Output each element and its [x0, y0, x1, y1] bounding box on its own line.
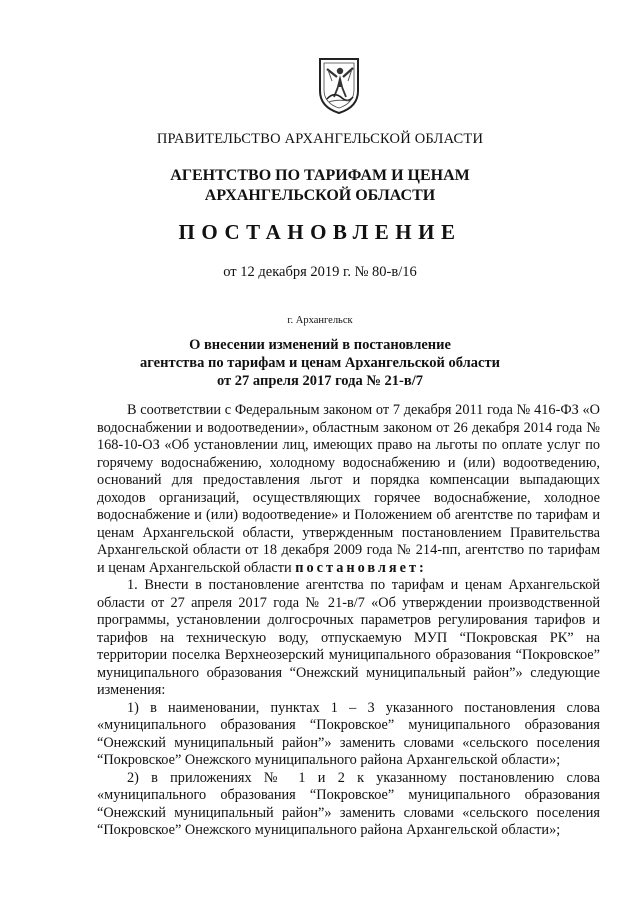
subject-line2: агентства по тарифам и ценам Архангельской области — [140, 355, 500, 371]
document-subject — [0, 336, 640, 390]
preamble-text: В соответствии с Федеральным законом от 7 декабря 2011 года № 416-ФЗ «О водоснабжении и водоотведении», областным законом от 26 декабря 2014 года № 168-10-ОЗ «Об установлении лиц, имеющих право на льготы по оплате услуг по горячему водоснабжению, холодному водоснабжению и (или) водоотведению, оснований для предоставления льгот и порядка компенсации выпадающих доходов организаций, осуществляющих горячее водоснабжение, холодное водоснабжение и (или) водоотведение» и Положением об агентстве по тарифам и ценам Архангельской области, утвержденным постановлением Правительства Архангельской области от 18 декабря 2009 года № 214-пп, агентство по тарифам и ценам Архангельской области — [97, 402, 600, 576]
subclause-1-paragraph: 1) в наименовании, пунктах 1 – 3 указанного постановления слова «муниципального образования “Покровское” муниципального образования “Онежский муниципальный район”» заменить словами «сельского поселения “Покровское” Онежского муниципального района Архангельской области»; — [97, 699, 600, 768]
document-date-number: от 12 декабря 2019 г. № 80-в/16 — [223, 264, 417, 280]
document-type-title: ПОСТАНОВЛЕНИЕ — [178, 220, 462, 244]
subclause-2-paragraph: 2) в приложениях № 1 и 2 к указанному постановлению слова «муниципального образования “Покровское” муниципального образования “Онежский муниципальный район”» заменить словами «сельского поселения “Покровское” Онежского муниципального района Архангельской области»; — [97, 769, 600, 838]
government-name: ПРАВИТЕЛЬСТВО АРХАНГЕЛЬСКОЙ ОБЛАСТИ — [156, 131, 484, 147]
subject-line1: О внесении изменений в постановление — [189, 337, 451, 353]
document-body — [97, 402, 600, 840]
resolves-keyword: постановляет: — [295, 559, 427, 576]
agency-name-line1: АГЕНТСТВО ПО ТАРИФАМ И ЦЕНАМ — [170, 167, 470, 184]
subject-line3: от 27 апреля 2017 года № 21-в/7 — [217, 373, 423, 389]
preamble-paragraph — [97, 402, 600, 577]
agency-name-line2: АРХАНГЕЛЬСКОЙ ОБЛАСТИ — [204, 187, 436, 204]
coat-of-arms-emblem — [316, 55, 362, 115]
document-city: г. Архангельск — [287, 315, 353, 326]
clause-1-paragraph: 1. Внести в постановление агентства по тарифам и ценам Архангельской области от 27 апреля 2017 года № 21-в/7 «Об утверждении производственной программы, установлении долгосрочных параметров регулирования тарифов и тарифов на техническую воду, отпускаемую МУП “Покровская РК” на территории поселка Верхнеозерский муниципального образования “Покровское” муниципального образования “Онежский муниципальный район”» следующие изменения: — [97, 577, 600, 698]
agency-name — [0, 166, 640, 206]
